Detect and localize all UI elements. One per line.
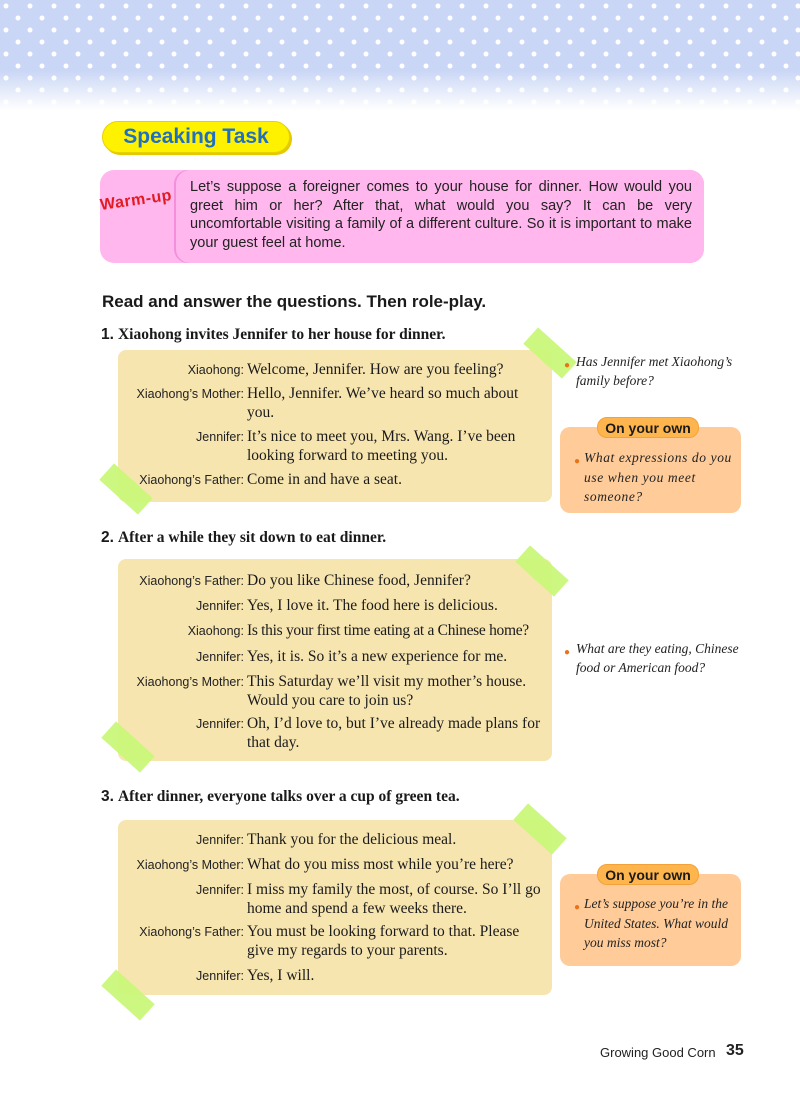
speaker-label: Xiaohong’s Father: [139, 473, 244, 487]
on-your-own-note-2: ● Let’s suppose you’re in the United States. What would you miss most? [574, 896, 728, 950]
speaker-label: Jennifer: [196, 833, 244, 847]
dialog-line [118, 360, 548, 379]
speech-text: Welcome, Jennifer. How are you feeling? [247, 361, 504, 378]
warmup-text: Let’s suppose a foreigner comes to your house for dinner. How would you greet him or her? After that, what would you say? It can be very uncomfortable visiting a family of a different culture. So it is important to make your guest feel at home. [190, 179, 692, 251]
warmup-label: Warm-up [99, 187, 173, 214]
dialog-3-title [101, 788, 460, 806]
page-number: 35 [726, 1042, 744, 1059]
dialog-3-number: 3. [101, 788, 114, 805]
speech-text: This Saturday we’ll visit my mother’s house. Would you care to join us? [247, 673, 527, 709]
speech-text: Yes, I love it. The food here is delicious. [247, 597, 498, 614]
dialog-line [118, 384, 548, 422]
bullet-icon: ● [564, 360, 571, 371]
dialog-line [118, 647, 548, 666]
dialog-3-title-text: After dinner, everyone talks over a cup of green tea. [117, 788, 460, 805]
speaker-label: Xiaohong: [187, 363, 244, 377]
speaker-label: Xiaohong’s Mother: [136, 387, 244, 401]
dialog-line [118, 571, 548, 590]
speaking-task-title: Speaking Task [102, 121, 290, 153]
speaker-label: Jennifer: [196, 883, 244, 897]
dialog-line [118, 621, 548, 640]
speech-text: Yes, I will. [247, 967, 315, 984]
speaker-label: Xiaohong’s Father: [139, 925, 244, 939]
speaker-label: Jennifer: [196, 599, 244, 613]
speaker-label: Xiaohong’s Mother: [136, 858, 244, 872]
dialog-2-title-text: After a while they sit down to eat dinner. [117, 529, 387, 546]
speaker-label: Xiaohong’s Father: [139, 574, 244, 588]
speech-text: Thank you for the delicious meal. [247, 831, 457, 848]
dialog-line [118, 470, 548, 489]
decorative-star-banner [0, 0, 800, 110]
speech-text: You must be looking forward to that. Please give my regards to your parents. [247, 923, 520, 959]
dialog-1-number: 1. [101, 326, 114, 343]
speech-text: It’s nice to meet you, Mrs. Wang. I’ve been looking forward to meeting you. [247, 428, 516, 464]
dialog-line [118, 966, 548, 985]
dialog-3-box [118, 820, 552, 995]
dialog-1-box [118, 350, 552, 502]
speaker-label: Xiaohong’s Mother: [136, 675, 244, 689]
speaker-label: Jennifer: [196, 969, 244, 983]
dialog-line [118, 714, 548, 752]
side-note-2: ● What are they eating, Chinese food or American food? [564, 641, 739, 675]
dialog-line [118, 596, 548, 615]
dialog-1-title [101, 326, 445, 344]
speaker-label: Jennifer: [196, 430, 244, 444]
bullet-icon: ● [574, 902, 581, 913]
speech-text: Yes, it is. So it’s a new experience for me. [247, 648, 508, 665]
dialog-line [118, 922, 548, 960]
speaker-label: Jennifer: [196, 717, 244, 731]
dialog-line [118, 427, 548, 465]
speech-text: Do you like Chinese food, Jennifer? [247, 572, 471, 589]
speech-text: Hello, Jennifer. We’ve heard so much about you. [247, 385, 519, 421]
bullet-icon: ● [574, 456, 581, 467]
speaker-label: Jennifer: [196, 650, 244, 664]
speaker-label: Xiaohong: [187, 624, 244, 638]
instructions-heading: Read and answer the questions. Then role-play. [102, 292, 487, 311]
dialog-line [118, 830, 548, 849]
footer-unit-title: Growing Good Corn [600, 1045, 716, 1060]
speech-text: Is this your first time eating at a Chinese home? [247, 622, 529, 639]
dialog-line [118, 855, 548, 874]
speech-text: Oh, I’d love to, but I’ve already made plans for that day. [247, 715, 541, 751]
speech-text: I miss my family the most, of course. So I’ll go home and spend a few weeks there. [247, 881, 541, 917]
on-your-own-note-1: ● What expressions do you use when you meet someone? [574, 450, 732, 504]
dialog-line [118, 672, 548, 710]
bullet-icon: ● [564, 647, 571, 658]
speech-text: What do you miss most while you’re here? [247, 856, 514, 873]
on-your-own-tag-1: On your own [597, 417, 699, 438]
on-your-own-tag-2: On your own [597, 864, 699, 885]
side-note-1: ● Has Jennifer met Xiaohong’s family before? [564, 354, 733, 388]
dialog-2-title [101, 529, 386, 547]
dialog-2-box [118, 559, 552, 761]
dialog-line [118, 880, 548, 918]
speech-text: Come in and have a seat. [247, 471, 402, 488]
dialog-1-title-text: Xiaohong invites Jennifer to her house for dinner. [117, 326, 446, 343]
dialog-2-number: 2. [101, 529, 114, 546]
